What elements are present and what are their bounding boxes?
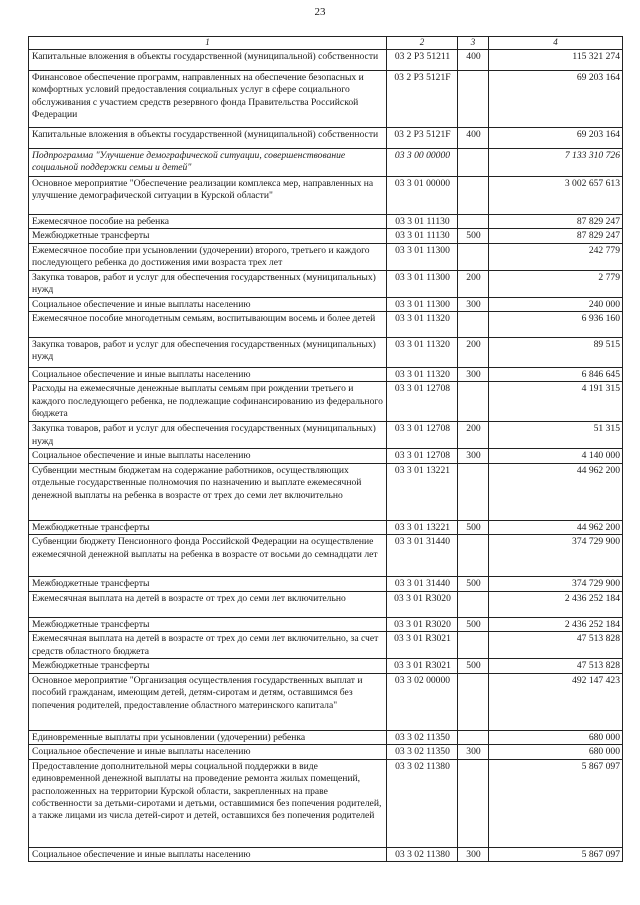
expense-type-code-cell — [458, 759, 489, 847]
row-name-cell: Ежемесячная выплата на детей в возрасте от трех до семи лет включительно, за счет средств областного бюджета — [29, 632, 387, 659]
table-row — [29, 176, 623, 214]
target-article-code-cell: 03 3 02 11380 — [387, 847, 458, 861]
table-row — [29, 730, 623, 744]
row-name-cell: Основное мероприятие "Обеспечение реализации комплекса мер, направленных на улучшение демографической ситуации в Курской области" — [29, 176, 387, 214]
row-name-cell: Субвенции местным бюджетам на содержание работников, осуществляющих отдельные государственные полномочия по назначению и выплате ежемесячной денежной выплаты на ребенка в возрасте от трех до семи лет включительно — [29, 463, 387, 520]
row-name-cell: Капитальные вложения в объекты государственной (муниципальной) собственности — [29, 127, 387, 148]
table-row — [29, 297, 623, 311]
amount-cell: 2 436 252 184 — [489, 591, 623, 617]
amount-cell: 87 829 247 — [489, 214, 623, 228]
amount-cell: 115 321 274 — [489, 49, 623, 70]
expense-type-code-cell — [458, 730, 489, 744]
amount-cell: 7 133 310 726 — [489, 148, 623, 176]
target-article-code-cell: 03 3 01 31440 — [387, 577, 458, 591]
expense-type-code-cell — [458, 463, 489, 520]
amount-cell: 242 779 — [489, 243, 623, 270]
amount-cell: 374 729 900 — [489, 535, 623, 577]
table-row — [29, 70, 623, 127]
target-article-code-cell: 03 3 01 11300 — [387, 243, 458, 270]
table-row — [29, 659, 623, 673]
amount-cell: 3 002 657 613 — [489, 176, 623, 214]
table-row — [29, 520, 623, 534]
row-name-cell: Капитальные вложения в объекты государственной (муниципальной) собственности — [29, 49, 387, 70]
row-name-cell: Межбюджетные трансферты — [29, 520, 387, 534]
row-name-cell: Закупка товаров, работ и услуг для обеспечения государственных (муниципальных) нужд — [29, 337, 387, 367]
table-row — [29, 847, 623, 861]
target-article-code-cell: 03 3 02 11350 — [387, 745, 458, 759]
expense-type-code-cell: 300 — [458, 449, 489, 463]
expense-type-code-cell — [458, 673, 489, 730]
row-name-cell: Межбюджетные трансферты — [29, 577, 387, 591]
amount-cell: 4 140 000 — [489, 449, 623, 463]
amount-cell: 87 829 247 — [489, 229, 623, 243]
table-row — [29, 673, 623, 730]
row-name-cell: Закупка товаров, работ и услуг для обеспечения государственных (муниципальных) нужд — [29, 270, 387, 297]
target-article-code-cell: 03 2 Р3 51211 — [387, 49, 458, 70]
target-article-code-cell: 03 3 01 13221 — [387, 463, 458, 520]
expense-type-code-cell — [458, 176, 489, 214]
target-article-code-cell: 03 3 02 11350 — [387, 730, 458, 744]
expense-type-code-cell: 200 — [458, 422, 489, 449]
expense-type-code-cell: 500 — [458, 229, 489, 243]
target-article-code-cell: 03 3 01 12708 — [387, 449, 458, 463]
expense-type-code-cell: 200 — [458, 270, 489, 297]
expense-type-code-cell: 400 — [458, 49, 489, 70]
expense-type-code-cell: 300 — [458, 745, 489, 759]
amount-cell: 6 936 160 — [489, 311, 623, 337]
expense-type-code-cell: 500 — [458, 659, 489, 673]
amount-cell: 240 000 — [489, 297, 623, 311]
table-row — [29, 367, 623, 381]
table-row — [29, 591, 623, 617]
row-name-cell: Межбюджетные трансферты — [29, 617, 387, 631]
expense-type-code-cell — [458, 70, 489, 127]
column-header: 1 — [29, 37, 387, 50]
amount-cell: 2 779 — [489, 270, 623, 297]
target-article-code-cell: 03 3 01 00000 — [387, 176, 458, 214]
column-header: 2 — [387, 37, 458, 50]
expense-type-code-cell: 500 — [458, 577, 489, 591]
table-row — [29, 49, 623, 70]
table-row — [29, 745, 623, 759]
row-name-cell: Единовременные выплаты при усыновлении (удочерении) ребенка — [29, 730, 387, 744]
table-row — [29, 463, 623, 520]
amount-cell: 5 867 097 — [489, 847, 623, 861]
column-number-row — [29, 37, 623, 50]
target-article-code-cell: 03 3 01 R3021 — [387, 632, 458, 659]
expense-type-code-cell: 400 — [458, 127, 489, 148]
target-article-code-cell: 03 3 01 R3020 — [387, 617, 458, 631]
table-row — [29, 632, 623, 659]
row-name-cell: Расходы на ежемесячные денежные выплаты семьям при рождении третьего и каждого последующего ребенка, не подлежащие софинансированию из федерального бюджета — [29, 382, 387, 422]
expense-type-code-cell: 300 — [458, 847, 489, 861]
target-article-code-cell: 03 3 01 11130 — [387, 229, 458, 243]
column-header: 4 — [489, 37, 623, 50]
amount-cell: 44 962 200 — [489, 463, 623, 520]
row-name-cell: Предоставление дополнительной меры социальной поддержки в виде единовременной денежной выплаты на проведение ремонта жилых помещений, расположенных на территории Курской области, закрепленных на праве собственности за детьми-сиротами и детьми, оставшимися без попечения родителей, а также лицами из числа детей-сирот и детей, оставшихся без попечения родителей — [29, 759, 387, 847]
table-row — [29, 422, 623, 449]
table-row — [29, 214, 623, 228]
expense-type-code-cell: 200 — [458, 337, 489, 367]
row-name-cell: Межбюджетные трансферты — [29, 229, 387, 243]
amount-cell: 374 729 900 — [489, 577, 623, 591]
row-name-cell: Ежемесячное пособие на ребенка — [29, 214, 387, 228]
table-row — [29, 311, 623, 337]
target-article-code-cell: 03 3 01 12708 — [387, 382, 458, 422]
target-article-code-cell: 03 3 01 11320 — [387, 337, 458, 367]
row-name-cell: Ежемесячное пособие при усыновлении (удочерении) второго, третьего и каждого последующего ребенка до достижения ими возраста трех лет — [29, 243, 387, 270]
row-name-cell: Закупка товаров, работ и услуг для обеспечения государственных (муниципальных) нужд — [29, 422, 387, 449]
target-article-code-cell: 03 3 02 11380 — [387, 759, 458, 847]
amount-cell: 492 147 423 — [489, 673, 623, 730]
amount-cell: 5 867 097 — [489, 759, 623, 847]
expense-type-code-cell — [458, 311, 489, 337]
amount-cell: 2 436 252 184 — [489, 617, 623, 631]
row-name-cell: Социальное обеспечение и иные выплаты населению — [29, 449, 387, 463]
target-article-code-cell: 03 3 01 11300 — [387, 270, 458, 297]
row-name-cell: Социальное обеспечение и иные выплаты населению — [29, 297, 387, 311]
table-row — [29, 337, 623, 367]
target-article-code-cell: 03 3 01 11320 — [387, 311, 458, 337]
amount-cell: 51 315 — [489, 422, 623, 449]
table-row — [29, 535, 623, 577]
row-name-cell: Межбюджетные трансферты — [29, 659, 387, 673]
table-row — [29, 127, 623, 148]
table-row — [29, 449, 623, 463]
table-row — [29, 577, 623, 591]
row-name-cell: Социальное обеспечение и иные выплаты населению — [29, 847, 387, 861]
amount-cell: 680 000 — [489, 730, 623, 744]
table-row — [29, 229, 623, 243]
target-article-code-cell: 03 3 01 11130 — [387, 214, 458, 228]
expense-type-code-cell — [458, 214, 489, 228]
row-name-cell: Финансовое обеспечение программ, направленных на обеспечение безопасных и комфортных условий предоставления социальных услуг в сфере социального обслуживания с участием средств резервного фонда Правительства Российской Федерации — [29, 70, 387, 127]
table-row — [29, 759, 623, 847]
row-name-cell: Социальное обеспечение и иные выплаты населению — [29, 367, 387, 381]
expense-type-code-cell — [458, 535, 489, 577]
target-article-code-cell: 03 3 01 12708 — [387, 422, 458, 449]
row-name-cell: Ежемесячная выплата на детей в возрасте от трех до семи лет включительно — [29, 591, 387, 617]
amount-cell: 4 191 315 — [489, 382, 623, 422]
expense-type-code-cell: 300 — [458, 367, 489, 381]
amount-cell: 69 203 164 — [489, 127, 623, 148]
amount-cell: 47 513 828 — [489, 632, 623, 659]
table-row — [29, 270, 623, 297]
expense-type-code-cell — [458, 148, 489, 176]
amount-cell: 47 513 828 — [489, 659, 623, 673]
amount-cell: 680 000 — [489, 745, 623, 759]
expense-type-code-cell — [458, 382, 489, 422]
expense-type-code-cell — [458, 632, 489, 659]
target-article-code-cell: 03 3 01 R3021 — [387, 659, 458, 673]
amount-cell: 89 515 — [489, 337, 623, 367]
amount-cell: 69 203 164 — [489, 70, 623, 127]
expense-type-code-cell — [458, 243, 489, 270]
row-name-cell: Подпрограмма "Улучшение демографической ситуации, совершенствование социальной поддержки семьи и детей" — [29, 148, 387, 176]
expense-type-code-cell: 500 — [458, 520, 489, 534]
row-name-cell: Основное мероприятие "Организация осуществления государственных выплат и пособий гражданам, имеющим детей, детям-сиротам и детям, оставшимся без попечения родителей, предоставление областного материнского капитала" — [29, 673, 387, 730]
table-row — [29, 243, 623, 270]
expense-type-code-cell: 500 — [458, 617, 489, 631]
budget-table — [28, 36, 623, 862]
target-article-code-cell: 03 3 01 11320 — [387, 367, 458, 381]
target-article-code-cell: 03 3 01 13221 — [387, 520, 458, 534]
target-article-code-cell: 03 3 01 R3020 — [387, 591, 458, 617]
expense-type-code-cell — [458, 591, 489, 617]
target-article-code-cell: 03 2 Р3 5121F — [387, 70, 458, 127]
row-name-cell: Ежемесячное пособие многодетным семьям, воспитывающим восемь и более детей — [29, 311, 387, 337]
target-article-code-cell: 03 3 02 00000 — [387, 673, 458, 730]
amount-cell: 44 962 200 — [489, 520, 623, 534]
target-article-code-cell: 03 2 Р3 5121F — [387, 127, 458, 148]
expense-type-code-cell: 300 — [458, 297, 489, 311]
target-article-code-cell: 03 3 00 00000 — [387, 148, 458, 176]
row-name-cell: Субвенции бюджету Пенсионного фонда Российской Федерации на осуществление ежемесячной денежной выплаты на ребенка в возрасте от восьми до семнадцати лет — [29, 535, 387, 577]
column-header: 3 — [458, 37, 489, 50]
table-row — [29, 382, 623, 422]
table-row — [29, 148, 623, 176]
table-row — [29, 617, 623, 631]
target-article-code-cell: 03 3 01 31440 — [387, 535, 458, 577]
amount-cell: 6 846 645 — [489, 367, 623, 381]
target-article-code-cell: 03 3 01 11300 — [387, 297, 458, 311]
page-number: 23 — [314, 6, 326, 18]
row-name-cell: Социальное обеспечение и иные выплаты населению — [29, 745, 387, 759]
